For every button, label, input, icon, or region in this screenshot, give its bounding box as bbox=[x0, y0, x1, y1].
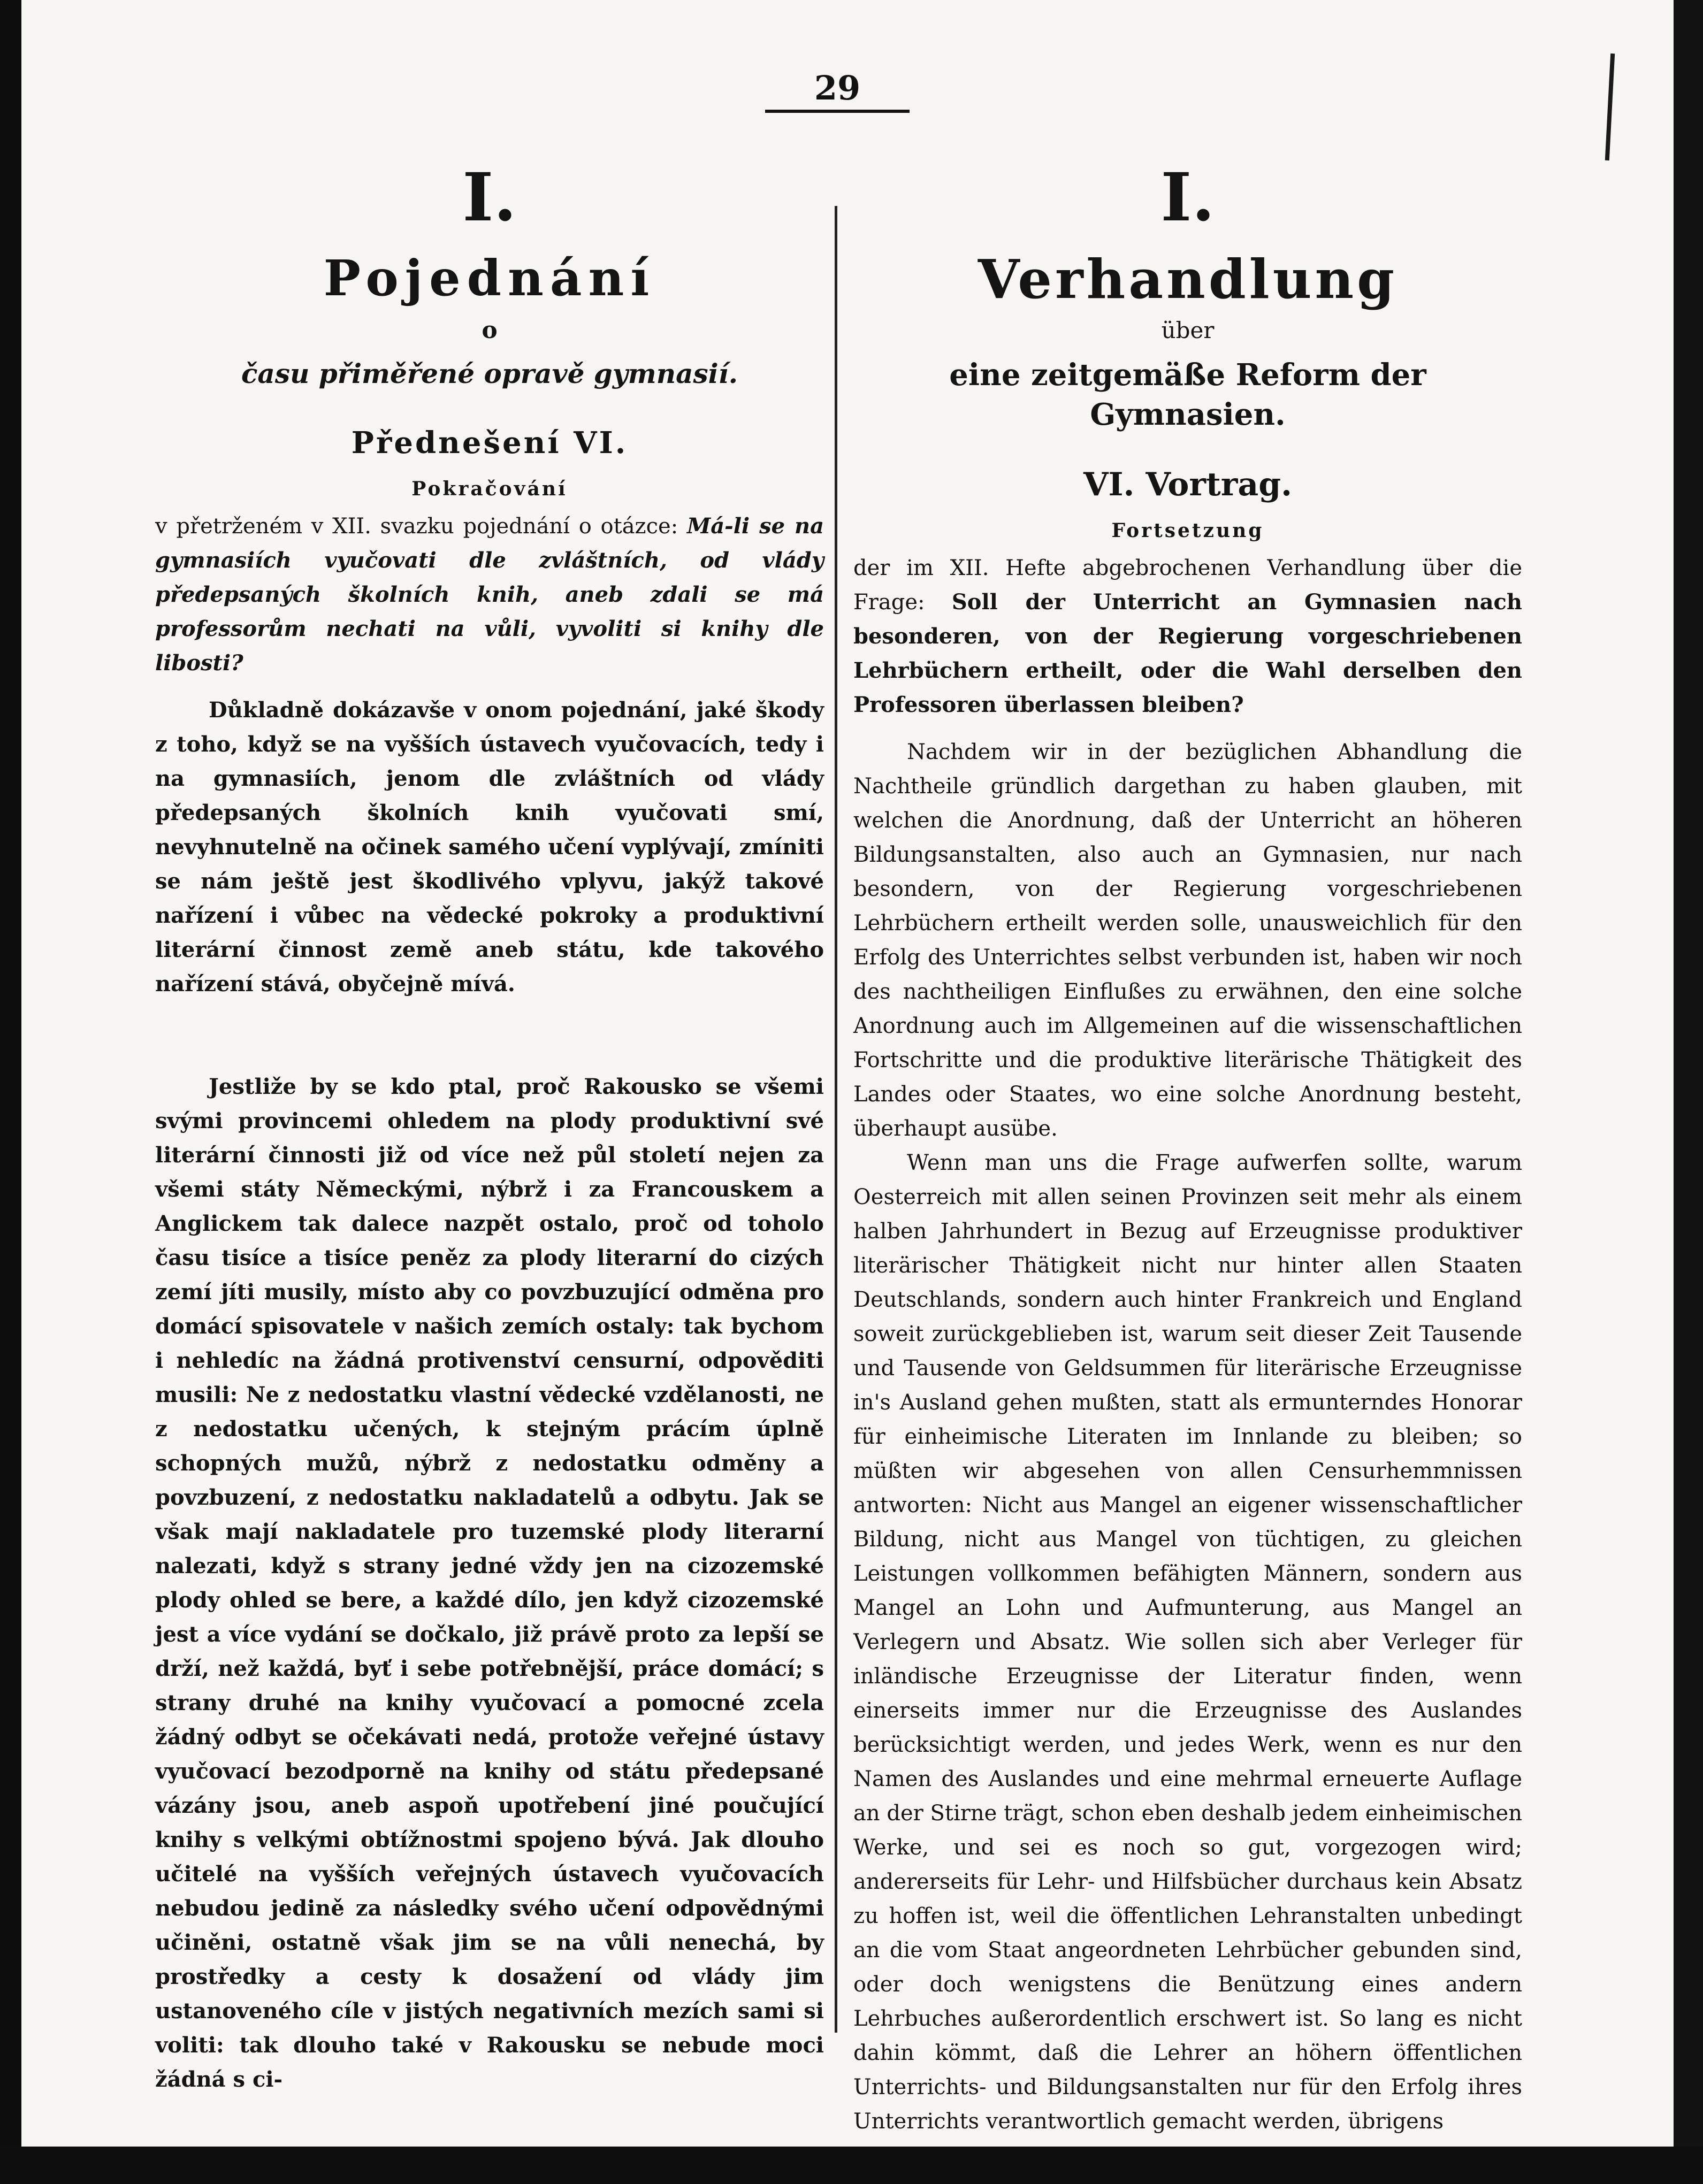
intro-text-cz: v přetrženém v XII. svazku pojednání o otázce: bbox=[155, 514, 687, 539]
section-numeral-cz: I. bbox=[462, 159, 517, 236]
continuation-label-de: Fortsetzung bbox=[1111, 519, 1264, 542]
czech-column bbox=[155, 160, 824, 2097]
connector-cz: o bbox=[482, 317, 498, 344]
scan-edge-left bbox=[0, 0, 21, 2184]
page-number: 29 bbox=[814, 68, 861, 108]
continuation-label-cz: Pokračování bbox=[411, 478, 568, 500]
title-cz: Pojednání bbox=[323, 249, 656, 307]
paragraph-2-cz: Jestliže by se kdo ptal, proč Rakousko se všemi svými provincemi ohledem na plody produktivní své literární činnosti již od více než půl století nejen za všemi státy Německými, nýbrž i za Francouskem a Anglickem tak dalece nazpět ostalo, proč od toholo času tisíce a tisíce peněz za plody literarní do cizých zemí jíti musily, místo aby co povzbuzující odměna pro domácí spisovatele v našich zemích ostaly: tak bychom i nehledíc na žádná protivenství censurní, odpověditi musili: Ne z nedostatku vlastní vědecké vzdělanosti, ne z nedostatku učených, k stejným prácím úplně schopných mužů, nýbrž z nedostatku odměny a povzbuzení, z nedostatku nakladatelů a odbytu. Jak se však mají nakladatele pro tuzemské plody literarní nalezati, když s strany jedné vždy jen na cizozemské plody ohled se bere, a každé dílo, jen když cizozemské jest a více vydání se dočkalo, již právě proto za lepší se drží, než každá, byť i sebe potřebnější, práce domácí; s strany druhé na knihy vyučovací a pomocné zcela žádný odbyt se očekávati nedá, protože veřejné ústavy vyučovací bezodporně na knihy od státu předepsané vázány jsou, aneb aspoň upotřebení jiné poučující knihy s velkými obtížnostmi spojeno bývá. Jak dlouho učitelé na vyšších veřejných ústavech vyučovacích nebudou jedině za následky svého učení odpovědnými učiněni, ostatně však jim se na vůli nenechá, by prostředky a cesty k dosažení od vlády jim ustanoveného cíle v jistých negativních mezích sami si voliti: tak dlouho také v Rakousku se nebude moci žádná s ci- bbox=[155, 1074, 824, 2092]
scan-edge-right bbox=[1674, 0, 1703, 2184]
paragraph-1-cz: Důkladně dokázavše v onom pojednání, jaké škody z toho, když se na vyšších ústavech vyučovacích, tedy i na gymnasiích, jenom dle zvláštních od vlády předepsaných školních knih vyučovati smí, nevyhnutelně na očinek samého učení vyplývají, zmíniti se nám ještě jest škodlivého vplyvu, jakýž takové nařízení i vůbec na vědecké pokroky a produktivní literární činnost země aneb státu, kde takového nařízení stává, obyčejně mívá. bbox=[155, 698, 824, 997]
scan-edge-mark bbox=[1605, 53, 1615, 160]
paragraph-2-de: Wenn man uns die Frage aufwerfen sollte, warum Oesterreich mit allen seinen Provinzen seit mehr als einem halben Jahrhundert in Bezug auf Erzeugnisse produktiver literärischer Thätigkeit nicht nur hinter allen Staaten Deutschlands, sondern auch hinter Frankreich und England soweit zurückgeblieben ist, warum seit dieser Zeit Tausende und Tausende von Geldsummen für literärische Erzeugnisse in's Ausland gehen mußten, statt als ermunterndes Honorar für einheimische Literaten im Innlande zu bleiben; so müßten wir abgesehen von allen Censurhemmnissen antworten: Nicht aus Mangel an eigener wissenschaftlicher Bildung, nicht aus Mangel von tüchtigen, zu gleichen Leistungen vollkommen befähigten Männern, sondern aus Mangel an Lohn und Aufmunterung, aus Mangel an Verlegern und Absatz. Wie sollen sich aber Verleger für inländische Erzeugnisse der Literatur finden, wenn einerseits immer nur die Erzeugnisse des Auslandes berücksichtigt werden, und jedes Werk, wenn es nur den Namen des Auslandes und eine mehrmal erneuerte Auflage an der Stirne trägt, schon eben deshalb jedem einheimischen Werke, und sei es noch so gut, vorgezogen wird; andererseits für Lehr- und Hilfsbücher durchaus kein Absatz zu hoffen ist, weil die öffentlichen Lehranstalten unbedingt an die vom Staat angeordneten Lehrbücher gebunden sind, oder doch wenigstens die Benützung eines andern Lehrbuches außerordentlich erschwert ist. So lang es nicht dahin kömmt, daß die Lehrer an höhern öffentlichen Unterrichts- und Bildungsanstalten nur für den Erfolg ihres Unterrichts verantwortlich gemacht werden, übrigens bbox=[853, 1151, 1522, 2134]
section-numeral-de: I. bbox=[1160, 159, 1215, 236]
connector-de: über bbox=[1161, 317, 1215, 343]
title-de: Verhandlung bbox=[977, 248, 1398, 311]
paragraph-1-de: Nachdem wir in der bezüglichen Abhandlung die Nachtheile gründlich dargethan zu haben glauben, mit welchen die Anordnung, daß der Unterricht an höheren Bildungsanstalten, also auch an Gymnasien, nur nach besondern, von der Regierung vorgeschriebenen Lehrbüchern ertheilt werden solle, unausweichlich für den Erfolg des Unterrichtes selbst verbunden ist, haben wir noch des nachtheiligen Einflußes zu erwähnen, den eine solche Anordnung auch im Allgemeinen auf die wissenschaftlichen Fortschritte und die produktive literärische Thätigkeit des Landes oder Staates, wo eine solche Anordnung besteht, überhaupt ausübe. bbox=[853, 740, 1522, 1141]
intro-paragraph-de bbox=[853, 551, 1522, 722]
subtitle-de: eine zeitgemäße Reform der Gymnasien. bbox=[949, 357, 1426, 432]
page-number-rule bbox=[765, 110, 910, 113]
intro-text-de: der im XII. Hefte abgebrochenen Verhandlung über die Frage: bbox=[853, 556, 1522, 615]
lecture-heading-de: VI. Vortrag. bbox=[1083, 466, 1293, 503]
subtitle-cz: času přiměřené opravě gymnasií. bbox=[241, 358, 738, 389]
column-divider bbox=[835, 206, 837, 2033]
intro-question-de: Soll der Unterricht an Gymnasien nach besonderen, von der Regierung vorgeschriebenen Lehrbüchern ertheilt, oder die Wahl derselben den Professoren überlassen bleiben? bbox=[853, 589, 1522, 717]
intro-paragraph-cz bbox=[155, 509, 824, 680]
german-column bbox=[853, 160, 1522, 2139]
intro-question-cz: Má-li se na gymnasiích vyučovati dle zvláštních, od vlády předepsaných školních knih, aneb zdali se má professorům nechati na vůli, vyvoliti si knihy dle libosti? bbox=[155, 514, 824, 676]
scan-edge-bottom bbox=[0, 2147, 1703, 2184]
lecture-heading-cz: Přednešení VI. bbox=[351, 425, 628, 461]
